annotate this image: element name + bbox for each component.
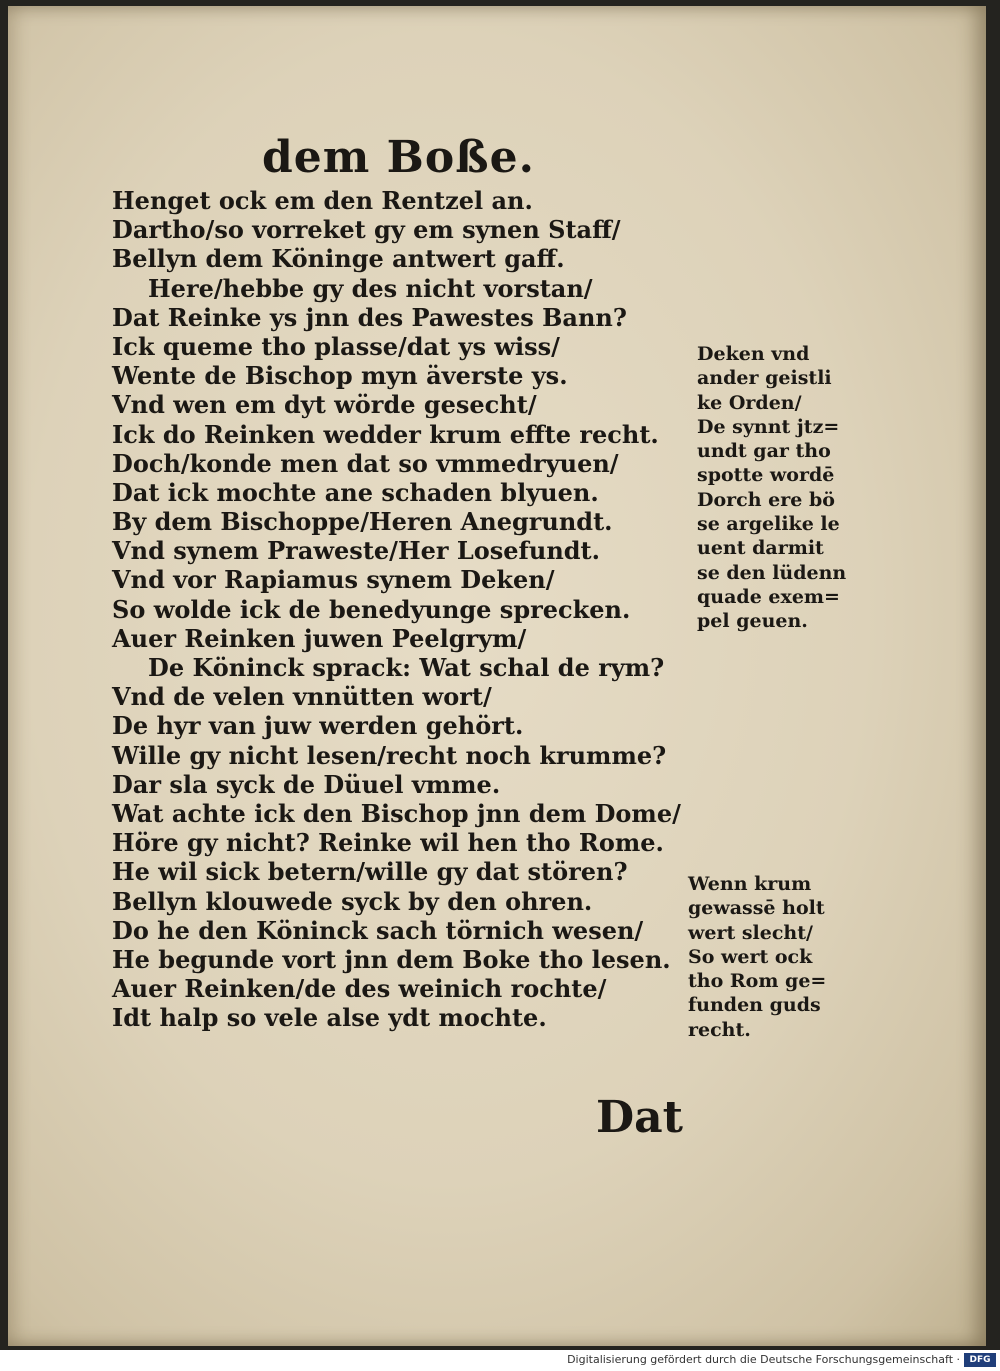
verse-line: Ick queme tho plasse/dat ys wiss/ bbox=[112, 331, 560, 361]
gloss-line: pel geuen. bbox=[697, 610, 808, 633]
verse-line: Auer Reinken juwen Peelgrym/ bbox=[112, 623, 527, 653]
verse-line: Höre gy nicht? Reinke wil hen tho Rome. bbox=[112, 828, 664, 858]
verse-line: De Köninck sprack: Wat schal de rym? bbox=[148, 653, 665, 682]
verse-line: Dar sla syck de Düuel vmme. bbox=[112, 769, 501, 799]
verse-line: Dartho/so vorreket gy em synen Staff/ bbox=[112, 215, 621, 245]
verse-block bbox=[112, 186, 681, 1033]
gloss-line: De synnt jtz= bbox=[697, 415, 840, 438]
verse-line: By dem Bischoppe/Heren Anegrundt. bbox=[112, 507, 613, 537]
gloss-line: undt gar tho bbox=[697, 440, 831, 463]
catchword: Dat bbox=[596, 1092, 683, 1143]
verse-line: So wolde ick de benedyunge sprecken. bbox=[112, 594, 631, 624]
gloss-line: funden guds bbox=[688, 994, 821, 1017]
gloss-line: se argelike le bbox=[697, 513, 840, 536]
dfg-logo: DFG bbox=[964, 1353, 996, 1367]
verse-line: Bellyn klouwede syck by den ohren. bbox=[112, 886, 593, 916]
gloss-line: se den lüdenn bbox=[697, 561, 847, 584]
gloss-line: spotte wordē bbox=[697, 464, 835, 487]
verse-line: Do he den Köninck sach törnich wesen/ bbox=[112, 915, 644, 945]
gloss-line: ke Orden/ bbox=[697, 391, 802, 414]
gloss-line: quade exem= bbox=[697, 585, 840, 608]
verse-line: Ick do Reinken wedder krum effte recht. bbox=[112, 419, 659, 449]
verse-line: De hyr van juw werden gehört. bbox=[112, 711, 524, 741]
verse-line: Dat ick mochte ane schaden blyuen. bbox=[112, 477, 599, 507]
footer-bar bbox=[0, 1350, 1000, 1371]
verse-line: Vnd wen em dyt wörde gesecht/ bbox=[112, 390, 537, 420]
gloss-line: gewassē holt bbox=[688, 897, 825, 920]
gloss-line: ander geistli bbox=[697, 367, 832, 390]
verse-line: Wente de Bischop myn äverste ys. bbox=[112, 361, 568, 391]
gloss-line: So wert ock bbox=[688, 945, 813, 968]
verse-line: Vnd de velen vnnütten wort/ bbox=[112, 682, 492, 712]
marginal-gloss-lower bbox=[688, 872, 838, 1042]
verse-line: He begunde vort jnn dem Boke tho lesen. bbox=[112, 944, 671, 974]
verse-line: Auer Reinken/de des weinich rochte/ bbox=[112, 974, 607, 1004]
gloss-line: Dorch ere bö bbox=[697, 488, 835, 511]
verse-line: Vnd synem Praweste/Her Losefundt. bbox=[112, 536, 600, 566]
verse-line: Idt halp so vele alse ydt mochte. bbox=[112, 1003, 547, 1033]
gloss-line: Deken vnd bbox=[697, 343, 810, 365]
funding-credit: Digitalisierung gefördert durch die Deutsche Forschungsgemeinschaft · bbox=[567, 1353, 960, 1366]
verse-line: Dat Reinke ys jnn des Pawestes Bann? bbox=[112, 302, 627, 332]
verse-line: Here/hebbe gy des nicht vorstan/ bbox=[148, 273, 593, 303]
gloss-line: uent darmit bbox=[697, 537, 824, 560]
verse-line: He wil sick betern/wille gy dat stören? bbox=[112, 857, 628, 887]
gloss-line: tho Rom ge= bbox=[688, 970, 827, 993]
verse-line: Henget ock em den Rentzel an. bbox=[112, 186, 533, 215]
marginal-gloss-upper bbox=[697, 342, 847, 634]
verse-line: Vnd vor Rapiamus synem Deken/ bbox=[112, 565, 555, 595]
running-head: dem Boße. bbox=[262, 132, 535, 183]
gloss-line: recht. bbox=[688, 1018, 751, 1041]
verse-line: Bellyn dem Köninge antwert gaff. bbox=[112, 244, 565, 274]
verse-line: Wille gy nicht lesen/recht noch krumme? bbox=[112, 740, 667, 770]
verse-line: Doch/konde men dat so vmmedryuen/ bbox=[112, 448, 619, 478]
gloss-line: wert slecht/ bbox=[688, 921, 813, 944]
gloss-line: Wenn krum bbox=[688, 873, 812, 895]
verse-line: Wat achte ick den Bischop jnn dem Dome/ bbox=[112, 798, 681, 828]
